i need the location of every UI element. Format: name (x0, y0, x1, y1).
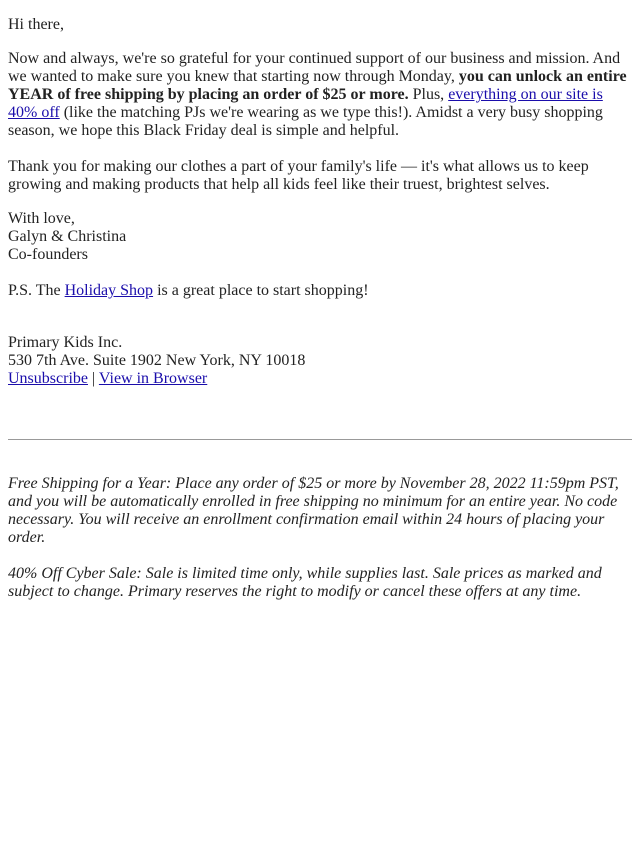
signoff (8, 210, 632, 264)
ps-prefix: P.S. The (8, 282, 65, 299)
signoff-names: Galyn & Christina (8, 228, 127, 245)
unsubscribe-link[interactable]: Unsubscribe (8, 370, 88, 387)
footer-divider (8, 439, 632, 440)
ps-suffix: is a great place to start shopping! (153, 282, 369, 299)
postscript (8, 282, 632, 300)
company-address: 530 7th Ave. Suite 1902 New York, NY 10018 (8, 352, 306, 369)
greeting: Hi there, (8, 16, 64, 33)
footer-address-block (8, 334, 632, 388)
sale-link[interactable]: everything on our site is 40% off (8, 86, 603, 121)
footer-separator: | (87, 370, 99, 387)
fine-print-shipping: Free Shipping for a Year: Place any order of $25 or more by November 28, 2022 11:59pm PST, and you will be automatically enrolled in free shipping no minimum for an entire year. No code necessary. You will receive an enrollment confirmation email within 24 hours of placing your order. (8, 475, 619, 546)
main-plus: Plus, (408, 86, 449, 103)
main-after-link: (like the matching PJs we're wearing as we type this!). Amidst a very busy shopping season, we hope this Black Friday deal is simple and helpful. (8, 104, 603, 139)
view-in-browser-link[interactable]: View in Browser (98, 370, 208, 387)
fine-print-sale: 40% Off Cyber Sale: Sale is limited time only, while supplies last. Sale prices as marked and subject to change. Primary reserves the right to modify or cancel these offers at any time. (8, 565, 602, 600)
signoff-closing: With love, (8, 210, 75, 227)
main-intro: Now and always, we're so grateful for your continued support of our business and mission. And we wanted to make sure you knew that starting now through Monday, (8, 50, 621, 85)
thanks-paragraph: Thank you for making our clothes a part of your family's life — it's what allows us to keep growing and making products that help all kids feel like their truest, brightest selves. (8, 158, 589, 193)
holiday-shop-link[interactable]: Holiday Shop (64, 282, 154, 299)
signoff-title: Co-founders (8, 246, 88, 263)
free-shipping-offer: you can unlock an entire YEAR of free shipping by placing an order of $25 or more. (8, 68, 627, 103)
company-name: Primary Kids Inc. (8, 334, 123, 351)
main-paragraph (8, 50, 632, 140)
fine-print (8, 475, 632, 601)
